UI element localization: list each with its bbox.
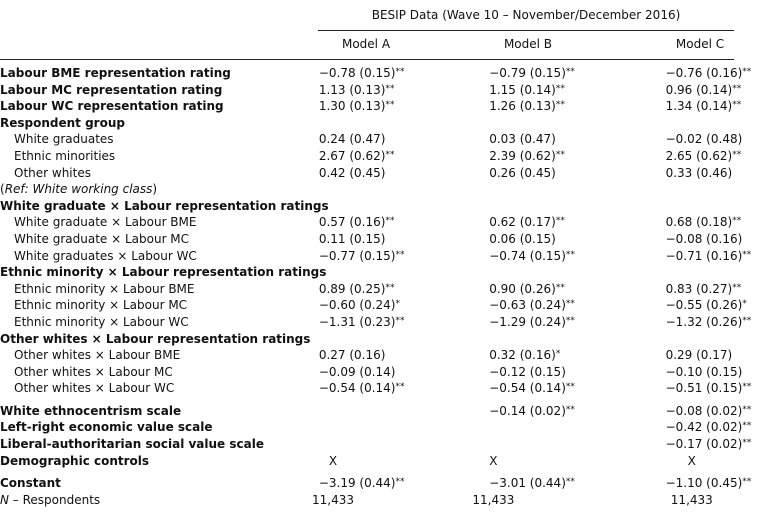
model-a-cell [301, 281, 445, 298]
model-b-value: 0.62 (0.17)** [489, 215, 565, 230]
model-b-value: X [489, 453, 498, 468]
n-symbol: N [0, 492, 9, 507]
model-c-cell [590, 419, 752, 436]
significance-stars: ** [742, 438, 752, 449]
model-b-value: −0.63 (0.24)** [489, 298, 575, 313]
model-c-cell [590, 165, 734, 182]
model-b-cell [445, 248, 589, 265]
header-underline [318, 30, 734, 31]
table-row [0, 231, 734, 248]
row-label: Other whites × Labour WC [14, 381, 175, 396]
significance-stars: ** [565, 404, 575, 415]
row-label: Ethnic minority × Labour BME [14, 281, 195, 296]
significance-stars: ** [555, 216, 565, 227]
table-row [0, 453, 734, 470]
row-label: Labour WC representation rating [0, 99, 224, 114]
model-b-cell [445, 364, 589, 381]
model-c-cell [590, 98, 742, 115]
row-label: Demographic controls [0, 453, 150, 468]
significance-stars: ** [385, 100, 395, 111]
model-c-value: −0.55 (0.26)* [665, 298, 747, 313]
model-c-cell [590, 331, 734, 348]
significance-stars: ** [742, 67, 752, 77]
model-b-cell [445, 403, 589, 420]
model-c-cell [590, 475, 752, 492]
table-row [0, 148, 734, 165]
model-b-cell [445, 436, 589, 453]
model-b-cell [445, 314, 589, 331]
model-b-value: −0.54 (0.14)** [489, 381, 575, 396]
model-b-cell [445, 347, 589, 364]
model-a-value: 0.57 (0.16)** [318, 215, 395, 230]
model-c-value: −0.76 (0.16)** [665, 66, 752, 80]
model-b-cell [445, 115, 589, 132]
model-a-cell [301, 181, 445, 198]
row-label: Liberal-authoritarian social value scale [0, 437, 264, 452]
model-c-cell [590, 65, 752, 82]
table-row [0, 403, 734, 420]
ref-text: Ref: White working class [4, 182, 153, 197]
model-b-value: 0.06 (0.15) [489, 231, 556, 246]
model-a-cell [301, 364, 445, 381]
significance-stars: ** [555, 149, 565, 160]
model-b-cell [445, 148, 589, 165]
model-b-value: −0.12 (0.15) [489, 364, 566, 379]
model-c-value: −1.32 (0.26)** [665, 314, 752, 329]
row-label: White ethnocentrism scale [0, 403, 182, 418]
significance-stars: ** [732, 83, 742, 94]
model-c-value: −0.17 (0.02)** [665, 437, 752, 452]
model-a-value: −1.31 (0.23)** [318, 314, 405, 329]
model-c-value: −0.71 (0.16)** [665, 248, 752, 263]
model-c-cell [590, 453, 734, 470]
model-b-value: −0.74 (0.15)** [489, 248, 575, 263]
model-c-cell [590, 82, 742, 99]
model-c-header: Model C [675, 37, 725, 51]
model-b-cell [445, 98, 589, 115]
model-b-cell [445, 181, 589, 198]
table-row [0, 436, 734, 453]
row-label: Other whites × Labour representation ratings [0, 331, 311, 346]
table-row [0, 314, 734, 331]
significance-stars: ** [555, 282, 565, 293]
model-b-cell [445, 281, 589, 298]
model-c-cell [590, 403, 752, 420]
model-b-value: 0.03 (0.47) [489, 132, 556, 147]
table-row [0, 281, 734, 298]
model-a-value: 2.67 (0.62)** [318, 148, 395, 163]
model-a-value: 11,433 [312, 492, 354, 507]
model-a-value: −3.19 (0.44)** [318, 476, 405, 491]
model-c-cell [590, 214, 742, 231]
row-label: Ethnic minority × Labour representation ratings [0, 265, 327, 280]
significance-stars: ** [565, 249, 575, 260]
model-c-cell [590, 436, 752, 453]
significance-stars: ** [742, 421, 752, 432]
significance-stars: ** [395, 249, 405, 260]
table-row [0, 492, 734, 509]
model-b-cell [445, 214, 589, 231]
table-row [0, 98, 734, 115]
significance-stars: ** [395, 477, 405, 488]
model-b-value: −0.79 (0.15)** [489, 66, 575, 80]
row-label: Other whites × Labour BME [14, 348, 181, 363]
significance-stars: ** [385, 282, 395, 293]
model-a-value: −0.09 (0.14) [318, 364, 396, 379]
model-c-value: 0.83 (0.27)** [665, 281, 742, 296]
table-row [0, 264, 734, 281]
row-label: Labour BME representation rating [0, 66, 231, 80]
table-row [0, 181, 734, 198]
significance-stars: ** [565, 382, 575, 393]
model-a-cell [301, 65, 445, 82]
row-label: Ethnic minority × Labour MC [14, 298, 188, 313]
model-a-cell [301, 419, 445, 436]
model-c-cell [590, 181, 734, 198]
model-b-value: 11,433 [472, 492, 515, 507]
model-a-cell [301, 231, 445, 248]
significance-stars: ** [395, 382, 405, 393]
significance-stars: ** [742, 404, 752, 415]
table-row [0, 131, 734, 148]
table-row [0, 347, 734, 364]
model-c-value: 2.65 (0.62)** [665, 148, 742, 163]
significance-stars: ** [565, 67, 575, 77]
model-a-cell [301, 98, 445, 115]
model-b-cell [445, 198, 589, 215]
model-a-cell [301, 214, 445, 231]
significance-stars: ** [395, 315, 405, 326]
significance-stars: ** [742, 315, 752, 326]
table-row [0, 115, 734, 132]
significance-stars: ** [565, 315, 575, 326]
model-a-value: −0.54 (0.14)** [318, 381, 405, 396]
significance-stars: * [742, 299, 747, 310]
model-c-cell [590, 297, 747, 314]
model-b-value: −1.29 (0.24)** [489, 314, 575, 329]
table-row [0, 331, 734, 348]
model-c-value: 0.96 (0.14)** [665, 82, 742, 97]
model-b-cell [445, 297, 589, 314]
table-row [0, 475, 734, 492]
significance-stars: ** [732, 149, 742, 160]
model-a-cell [301, 198, 445, 215]
model-a-cell [301, 165, 445, 182]
table-row [0, 380, 734, 397]
row-label: White graduate × Labour BME [14, 215, 197, 230]
row-label: Ethnic minority × Labour WC [14, 314, 189, 329]
significance-stars: ** [742, 477, 752, 488]
model-c-cell [590, 131, 743, 148]
model-c-value: −0.51 (0.15)** [665, 381, 752, 396]
significance-stars: * [555, 349, 561, 360]
table-row [0, 165, 734, 182]
model-a-value: 0.27 (0.16) [318, 348, 386, 363]
model-a-cell [301, 148, 445, 165]
model-c-cell [590, 198, 734, 215]
model-a-value: 1.13 (0.13)** [318, 82, 395, 97]
model-b-cell [445, 380, 589, 397]
model-a-value: X [328, 453, 338, 468]
model-c-cell [590, 380, 752, 397]
model-c-value: 0.68 (0.18)** [665, 215, 742, 230]
model-a-cell [301, 436, 445, 453]
model-a-cell [301, 331, 445, 348]
model-headers [0, 36, 734, 56]
model-b-header: Model B [503, 37, 553, 51]
model-a-cell [301, 248, 445, 265]
row-label: White graduates × Labour WC [14, 248, 197, 263]
model-b-value: 0.26 (0.45) [489, 165, 556, 180]
row-label: (Ref: White working class) [0, 182, 158, 197]
significance-stars: * [395, 299, 400, 310]
model-a-value: 0.11 (0.15) [318, 231, 386, 246]
model-a-cell [301, 82, 445, 99]
model-c-value: −0.08 (0.16) [665, 231, 743, 246]
model-c-cell [590, 281, 742, 298]
model-a-value: 0.42 (0.45) [318, 165, 386, 180]
model-b-cell [445, 82, 589, 99]
data-source-title: BESIP Data (Wave 10 – November/December 2016) [371, 8, 681, 22]
significance-stars: ** [395, 67, 405, 77]
significance-stars: ** [385, 83, 395, 94]
model-a-value: 0.89 (0.25)** [318, 281, 395, 296]
model-a-cell [301, 403, 445, 420]
row-label: Ethnic minorities [14, 148, 116, 163]
model-a-value: −0.77 (0.15)** [318, 248, 405, 263]
model-b-value: −0.14 (0.02)** [489, 403, 575, 418]
model-b-cell [445, 475, 589, 492]
table-row [0, 198, 734, 215]
model-b-value: 2.39 (0.62)** [489, 148, 565, 163]
table-row [0, 364, 734, 381]
row-label: Other whites × Labour MC [14, 364, 173, 379]
row-label: Constant [0, 476, 61, 491]
model-a-value: 0.24 (0.47) [318, 132, 386, 147]
header-bottom-rule [0, 59, 734, 60]
table-row [0, 214, 734, 231]
model-b-cell [445, 331, 589, 348]
model-b-cell [445, 492, 589, 509]
model-c-value: −1.10 (0.45)** [665, 476, 752, 491]
model-a-cell [301, 475, 445, 492]
significance-stars: ** [385, 149, 395, 160]
model-c-cell [590, 248, 752, 265]
model-b-value: 1.26 (0.13)** [489, 99, 565, 114]
table-row [0, 248, 734, 265]
model-b-cell [445, 264, 589, 281]
model-a-value: 1.30 (0.13)** [318, 99, 395, 114]
model-c-cell [590, 364, 743, 381]
model-c-value: 11,433 [670, 492, 713, 507]
model-a-cell [301, 347, 445, 364]
model-b-value: −3.01 (0.44)** [489, 476, 575, 491]
model-c-cell [590, 347, 734, 364]
model-c-cell [590, 314, 752, 331]
model-c-cell [590, 264, 734, 281]
model-b-cell [445, 453, 589, 470]
significance-stars: ** [732, 216, 742, 227]
model-c-cell [590, 148, 742, 165]
model-b-cell [445, 419, 589, 436]
table-header-top [0, 6, 734, 30]
table-row [0, 82, 734, 99]
row-label: N – Respondents [0, 492, 101, 507]
model-b-cell [445, 231, 589, 248]
row-label: Respondent group [0, 115, 125, 130]
table-row [0, 419, 734, 436]
model-a-cell [301, 131, 445, 148]
row-label: White graduates [14, 132, 114, 147]
row-label: White graduate × Labour MC [14, 231, 190, 246]
significance-stars: ** [742, 382, 752, 393]
model-c-cell [590, 492, 734, 509]
model-a-value: −0.60 (0.24)* [318, 298, 400, 313]
row-label: Left-right economic value scale [0, 420, 213, 435]
model-b-value: 0.90 (0.26)** [489, 281, 565, 296]
model-c-value: 0.29 (0.17) [665, 348, 733, 363]
model-b-value: 0.32 (0.16)* [489, 348, 561, 363]
significance-stars: ** [732, 100, 742, 111]
model-a-cell [301, 297, 445, 314]
significance-stars: ** [555, 100, 565, 111]
row-label: White graduate × Labour representation ratings [0, 198, 329, 213]
model-c-value: −0.08 (0.02)** [665, 403, 752, 418]
model-b-cell [445, 165, 589, 182]
significance-stars: ** [565, 477, 575, 488]
coefficient-table [0, 65, 752, 508]
model-a-cell [301, 115, 445, 132]
significance-stars: ** [742, 249, 752, 260]
significance-stars: ** [385, 216, 395, 227]
model-a-cell [301, 264, 445, 281]
row-label: Labour MC representation rating [0, 82, 223, 97]
significance-stars: ** [565, 299, 575, 310]
significance-stars: ** [732, 282, 742, 293]
table-row [0, 65, 734, 82]
table-row [0, 297, 734, 314]
model-c-value: −0.02 (0.48) [665, 132, 743, 147]
significance-stars: ** [555, 83, 565, 94]
model-c-cell [590, 231, 743, 248]
model-c-value: −0.42 (0.02)** [665, 420, 752, 435]
model-c-value: X [687, 453, 696, 468]
model-c-cell [590, 115, 734, 132]
row-label: Other whites [14, 165, 91, 180]
model-a-value: −0.78 (0.15)** [318, 66, 405, 80]
model-a-cell [301, 314, 445, 331]
model-a-header: Model A [341, 37, 391, 51]
model-b-cell [445, 65, 589, 82]
model-c-value: 0.33 (0.46) [665, 165, 733, 180]
model-a-cell [301, 380, 445, 397]
model-b-value: 1.15 (0.14)** [489, 82, 565, 97]
model-b-cell [445, 131, 589, 148]
model-c-value: −0.10 (0.15) [665, 364, 743, 379]
model-c-value: 1.34 (0.14)** [665, 99, 742, 114]
